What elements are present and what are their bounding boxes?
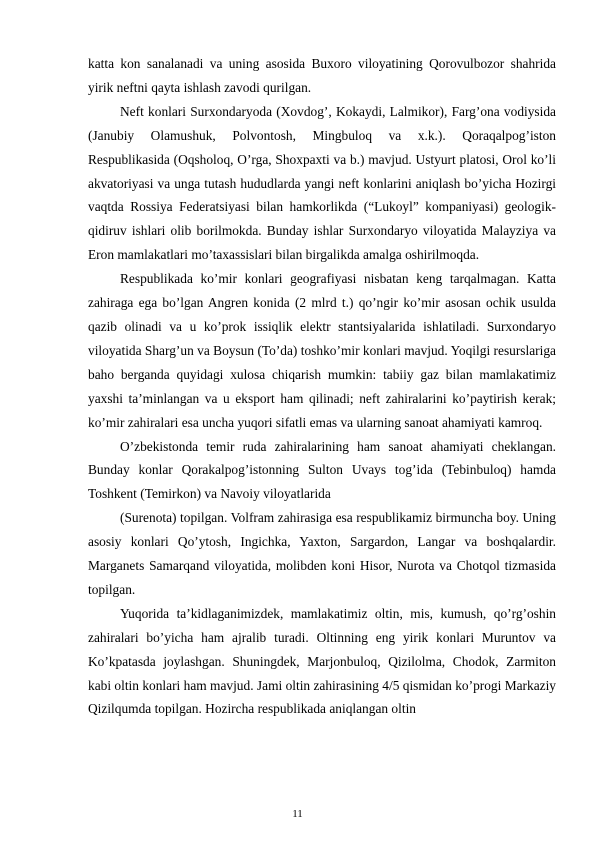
- body-text: [88, 52, 556, 721]
- paragraph-continuation: katta kon sanalanadi va uning asosida Buxoro viloyatining Qorovulbozor shahrida yirik neftni qayta ishlash zavodi qurilgan.: [88, 56, 556, 95]
- paragraph-iron-ore: O’zbekistonda temir ruda zahiralarining ham sanoat ahamiyati cheklangan. Bunday konlar Qorakalpog’istonning Sulton Uvays tog’ida (Tebinbuloq) hamda Toshkent (Temirkon) va Navoiy viloyatlarida: [88, 438, 556, 502]
- page-number: 11: [292, 808, 303, 820]
- paragraph-coal-fields: Respublikada ko’mir konlari geografiyasi nisbatan keng tarqalmagan. Katta zahiraga ega bo’lgan Angren konida (2 mlrd t.) qo’ngir ko’mir asosan ochik usulda qazib olinadi va u ko’prok issiqlik elektr stantsiyalarida ishlatiladi. Surxondaryo viloyatida Sharg’un va Boysun (To’da) toshko’mir konlari mavjud. Yoqilgi resurslariga baho berganda quyidagi xulosa chiqarish mumkin: tabiiy gaz bilan mamlakatimiz yaxshi ta’minlangan va u eksport ham qilinadi; neft zahiralarini ko’paytirish kerak; ko’mir zahiralari esa uncha yuqori sifatli emas va ularning sanoat ahamiyati kamroq.: [88, 271, 556, 430]
- paragraph-tungsten: (Surenota) topilgan. Volfram zahirasiga esa respublikamiz birmuncha boy. Uning asosiy konlari Qo’ytosh, Ingichka, Yaxton, Sargardon, Langar va boshqalardir. Marganets Samarqand viloyatida, molibden koni Hisor, Nurota va Chotqol tizmasida topilgan.: [88, 510, 556, 597]
- paragraph-gold: Yuqorida ta’kidlaganimizdek, mamlakatimiz oltin, mis, kumush, qo’rg’oshin zahiralari bo’yicha ham ajralib turadi. Oltinning eng yirik konlari Muruntov va Ko’kpatasda joylashgan. Shuningdek, Marjonbuloq, Qizilolma, Chodok, Zarmiton kabi oltin konlari ham mavjud. Jami oltin zahirasining 4/5 qismidan ko’progi Markaziy Qizilqumda topilgan. Hozircha respublikada aniqlangan oltin: [88, 605, 556, 717]
- paragraph-oil-fields: Neft konlari Surxondaryoda (Xovdog’, Kokaydi, Lalmikor), Farg’ona vodiysida (Janubiy Olamushuk, Polvontosh, Mingbuloq va x.k.). Qoraqalpog’iston Respublikasida (Oqsholoq, O’rga, Shoxpaxti va b.) mavjud. Ustyurt platosi, Orol ko’li akvatoriyasi va unga tutash hududlarda yangi neft konlarini aniqlash bo’yicha Hozirgi vaqtda Rossiya Federatsiyasi bilan hamkorlikda (“Lukoyl” kompaniyasi) geologik- qidiruv ishlari olib borilmokda. Bunday ishlar Surxondaryo viloyatida Malayziya va Eron mamlakatlari mo’taxassislari bilan birgalikda amalga oshirilmoqda.: [88, 103, 556, 263]
